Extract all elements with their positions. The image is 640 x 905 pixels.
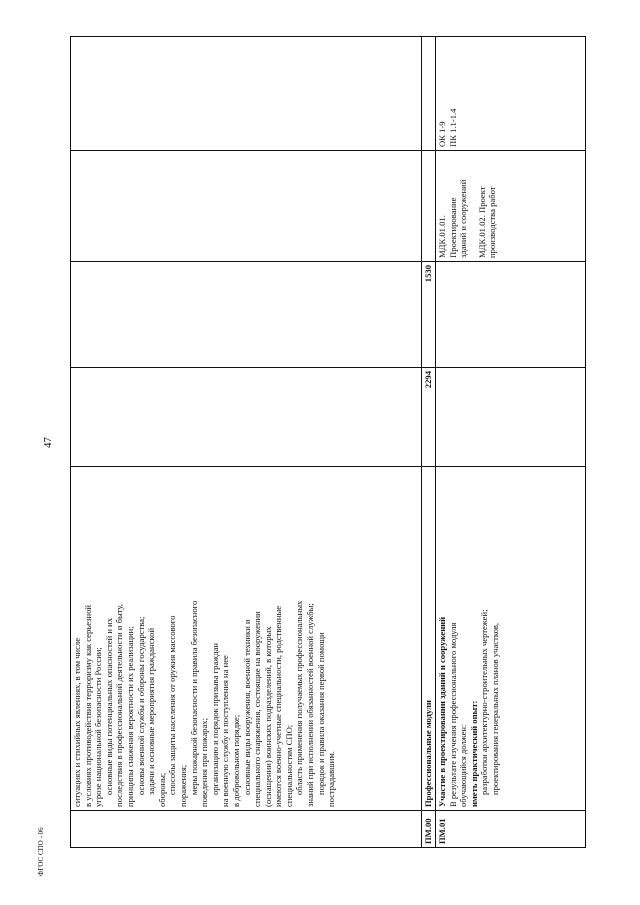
content-line: специальностям СПО; (283, 724, 294, 807)
competencies-cell (71, 37, 421, 151)
content-line: последствия в профессиональной деятельности и быту, (114, 604, 125, 807)
row-content-cell (436, 467, 585, 811)
content-line: в добровольном порядке; (230, 714, 241, 807)
row-index-cell: ПМ.00 (423, 818, 433, 844)
content-line: (оснащении) воинских подразделений, в которых (262, 626, 273, 807)
content-line: обороны; (156, 772, 167, 807)
content-line: знаний при исполнении обязанностей военной службы; (305, 603, 316, 807)
discipline-line: зданий и сооружений (458, 179, 469, 258)
row-index-cell: ПМ.01 (437, 818, 447, 844)
content-line: обучающийся должен: (458, 724, 469, 807)
content-line: организацию и порядок призыва граждан (209, 643, 220, 795)
content-line: имеются военно-учетные специальности, родственные (273, 605, 284, 807)
competency-line: ОК 1-9 (437, 121, 447, 147)
page-number: 47 (42, 437, 54, 448)
content-line: принципы снижения вероятности их реализации; (124, 626, 135, 807)
content-line: разработки архитектурно-строительных чертежей; (479, 609, 490, 795)
table-row-continuation (71, 37, 421, 847)
content-line: ситуациях и стихийных явлениях, в том числе (72, 637, 82, 807)
content-line: основные виды потенциальных опасностей и их (103, 617, 114, 795)
max-hours-cell (71, 368, 421, 467)
content-line: основные виды вооружения, военной техники и (241, 619, 252, 795)
obligatory-hours-cell (71, 262, 421, 368)
content-line: порядок и правила оказания первой помощи (315, 632, 326, 795)
obligatory-hours-cell: 1530 (422, 262, 435, 368)
competencies-cell (436, 37, 585, 151)
content-line: иметь практический опыт: (468, 700, 479, 807)
content-line: В результате изучения профессионального модуля (447, 622, 458, 807)
max-hours-cell (436, 368, 585, 467)
content-line: Участие в проектировании зданий и сооружений (437, 616, 447, 807)
discipline-line: производства работ (487, 186, 498, 258)
max-hours-cell: 2294 (422, 368, 435, 467)
content-line: на военную службу и поступления на нее (220, 655, 231, 807)
discipline-cell (71, 151, 421, 262)
content-line: способы защиты населения от оружия массового (167, 615, 178, 795)
curriculum-table (70, 36, 586, 848)
content-line: пострадавшим. (326, 751, 337, 807)
content-line: специального снаряжения, состоящие на вооружении (252, 611, 263, 807)
obligatory-hours-cell (436, 262, 585, 368)
content-line: поражения; (177, 764, 188, 807)
table-row-pm01 (435, 37, 585, 847)
content-line: в условиях противодействия терроризму как серьезной (82, 604, 93, 807)
content-line: меры пожарной безопасности и правила безопасного (188, 600, 199, 795)
content-line: проектирования генеральных планов участков, (489, 622, 500, 795)
row-index-cell (71, 811, 421, 847)
footer-document-code: ФГОС СПО - 06 (37, 827, 45, 876)
content-line: задачи и основные мероприятия гражданской (146, 627, 157, 795)
discipline-line: Проектирование (447, 197, 458, 258)
row-content-cell: Профессиональные модули (422, 467, 435, 811)
competencies-cell (422, 37, 435, 151)
row-content-cell (71, 467, 421, 811)
discipline-cell (422, 151, 435, 262)
discipline-cell (436, 151, 585, 262)
content-line: поведения при пожарах; (199, 718, 210, 807)
content-line: область применения получаемых профессиональных (294, 600, 305, 795)
content-line: основы военной службы и обороны государства; (135, 616, 146, 795)
content-line: угрозе национальной безопасности России; (93, 647, 104, 807)
competency-line: ПК 1.1-1.4 (447, 108, 458, 147)
discipline-line: МДК.01.01. (437, 215, 447, 258)
discipline-line: МДК.01.02. Проект (476, 186, 487, 258)
table-row-pm00 (421, 37, 435, 847)
